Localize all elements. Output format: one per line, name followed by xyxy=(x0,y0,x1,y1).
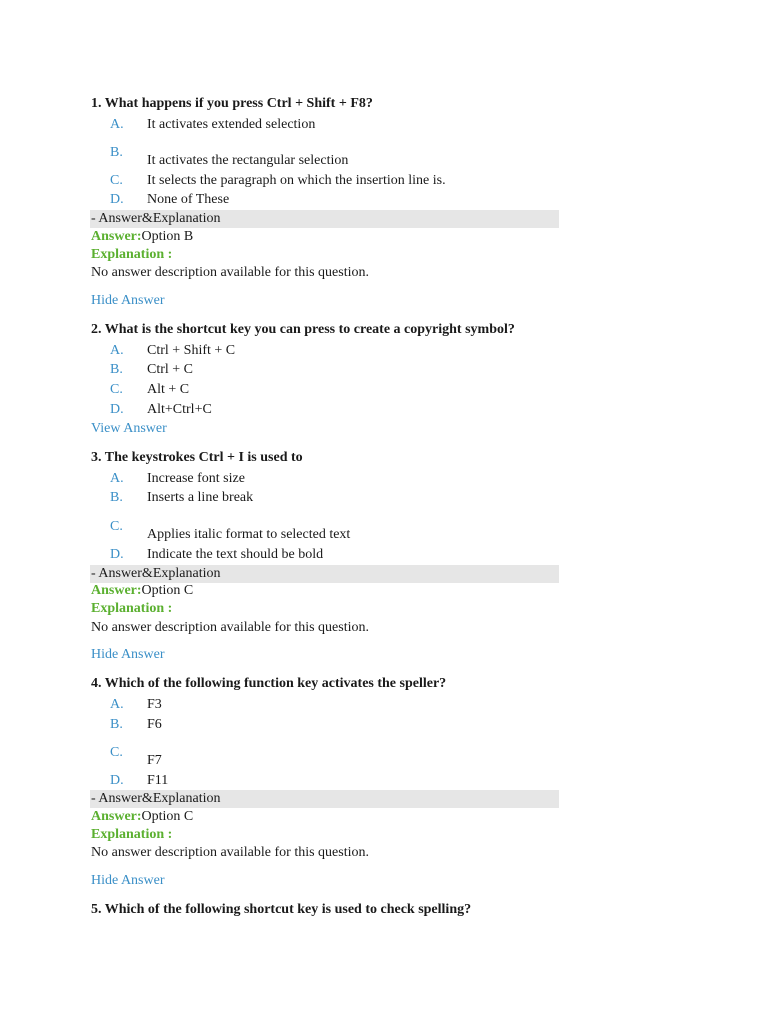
q1-option-d-letter: D. xyxy=(110,192,124,207)
q2-option-c-letter: C. xyxy=(110,382,123,397)
q3-explanation-text: No answer description available for this question. xyxy=(91,620,369,635)
q3-option-a-letter: A. xyxy=(110,471,124,486)
q4-option-c-letter: C. xyxy=(110,745,123,760)
q2-option-d: Alt+Ctrl+C xyxy=(147,402,212,417)
q1-answer-explanation-label: - Answer&Explanation xyxy=(91,211,221,226)
q3-answer-label: Answer: xyxy=(91,583,142,598)
q4-option-b-letter: B. xyxy=(110,717,123,732)
q3-option-a: Increase font size xyxy=(147,471,245,486)
q1-option-c-letter: C. xyxy=(110,173,123,188)
q3-answer-value: Option C xyxy=(141,583,194,598)
q4-answer-explanation-label: - Answer&Explanation xyxy=(91,791,221,806)
q3-option-d: Indicate the text should be bold xyxy=(147,547,324,562)
q4-option-c: F7 xyxy=(147,753,162,768)
q1-answer-line xyxy=(91,229,193,245)
q2-option-b: Ctrl + C xyxy=(147,362,194,377)
q4-option-a-letter: A. xyxy=(110,697,124,712)
q1-option-b-letter: B. xyxy=(110,145,123,160)
q3-answer-line xyxy=(91,583,193,599)
q4-answer-explanation-bar[interactable] xyxy=(90,790,559,808)
q3-answer-explanation-bar[interactable] xyxy=(90,565,559,583)
q4-option-d: F11 xyxy=(147,773,169,788)
question-3-title: 3. The keystrokes Ctrl + I is used to xyxy=(91,450,303,465)
q4-answer-line xyxy=(91,809,193,825)
question-4-title: 4. Which of the following function key activates the speller? xyxy=(91,676,447,691)
q1-option-a: It activates extended selection xyxy=(147,117,316,132)
q1-option-a-letter: A. xyxy=(110,117,124,132)
q2-option-a: Ctrl + Shift + C xyxy=(147,343,236,358)
q2-view-answer-link[interactable]: View Answer xyxy=(91,421,167,436)
question-5-title: 5. Which of the following shortcut key is used to check spelling? xyxy=(91,902,472,917)
q1-option-c: It selects the paragraph on which the insertion line is. xyxy=(147,173,446,188)
q3-option-c: Applies italic format to selected text xyxy=(147,527,351,542)
q1-explanation-text: No answer description available for this question. xyxy=(91,265,369,280)
q3-option-b-letter: B. xyxy=(110,490,123,505)
q4-option-b: F6 xyxy=(147,717,162,732)
q1-answer-explanation-bar[interactable] xyxy=(90,210,559,228)
q3-option-c-letter: C. xyxy=(110,519,123,534)
q1-hide-answer-link[interactable]: Hide Answer xyxy=(91,293,165,308)
q4-explanation-label: Explanation : xyxy=(91,827,173,842)
q3-hide-answer-link[interactable]: Hide Answer xyxy=(91,647,165,662)
q1-option-d: None of These xyxy=(147,192,230,207)
q2-option-a-letter: A. xyxy=(110,343,124,358)
q4-answer-value: Option C xyxy=(141,809,194,824)
question-1-title: 1. What happens if you press Ctrl + Shift + F8? xyxy=(91,96,373,111)
question-2-title: 2. What is the shortcut key you can press to create a copyright symbol? xyxy=(91,322,515,337)
q4-explanation-text: No answer description available for this question. xyxy=(91,845,369,860)
q4-hide-answer-link[interactable]: Hide Answer xyxy=(91,873,165,888)
q1-option-b: It activates the rectangular selection xyxy=(147,153,349,168)
q4-answer-label: Answer: xyxy=(91,809,142,824)
q2-option-b-letter: B. xyxy=(110,362,123,377)
q3-option-b: Inserts a line break xyxy=(147,490,254,505)
q3-option-d-letter: D. xyxy=(110,547,124,562)
q4-option-a: F3 xyxy=(147,697,162,712)
q2-option-d-letter: D. xyxy=(110,402,124,417)
q1-answer-value: Option B xyxy=(141,229,194,244)
q3-answer-explanation-label: - Answer&Explanation xyxy=(91,566,221,581)
q1-answer-label: Answer: xyxy=(91,229,142,244)
q1-explanation-label: Explanation : xyxy=(91,247,173,262)
q2-option-c: Alt + C xyxy=(147,382,190,397)
q3-explanation-label: Explanation : xyxy=(91,601,173,616)
q4-option-d-letter: D. xyxy=(110,773,124,788)
